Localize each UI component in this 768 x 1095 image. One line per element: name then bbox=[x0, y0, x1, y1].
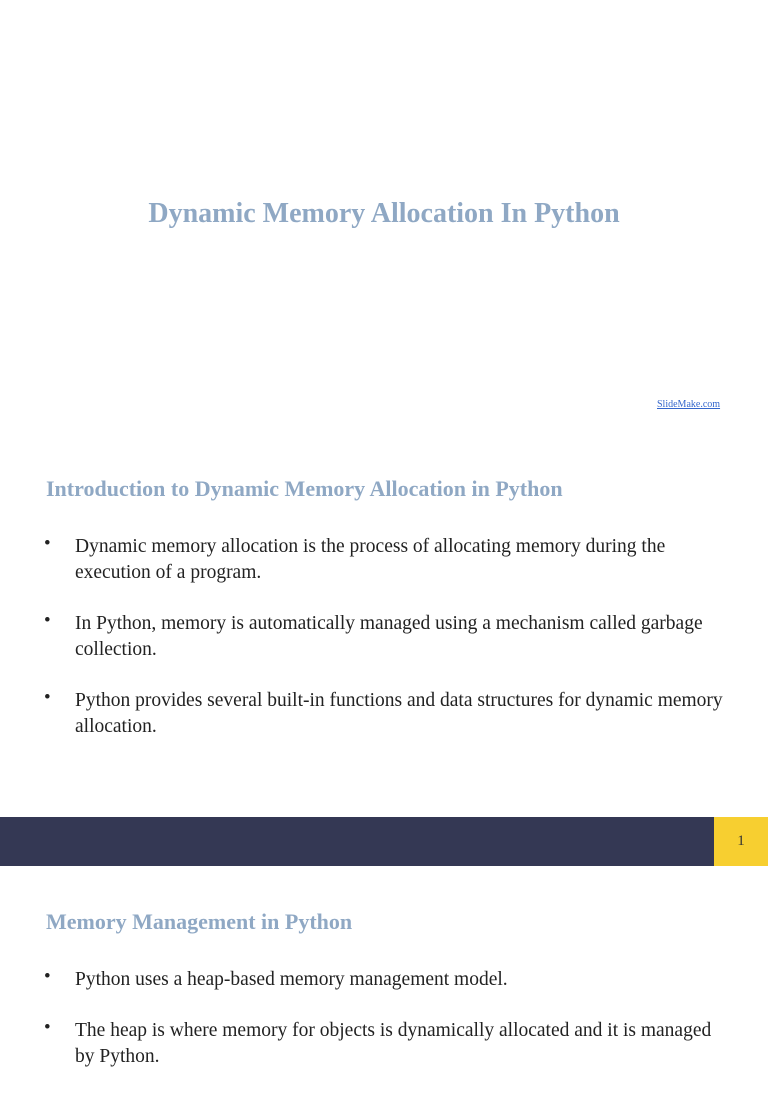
bullet-text: Python provides several built-in functions and data structures for dynamic memory allocation. bbox=[75, 690, 723, 737]
footer-band bbox=[0, 817, 714, 866]
list-item bbox=[44, 611, 724, 663]
bullet-icon: • bbox=[44, 610, 51, 631]
list-item bbox=[44, 688, 724, 740]
bullet-icon: • bbox=[44, 1017, 51, 1038]
bullet-text: The heap is where memory for objects is dynamically allocated and it is managed by Python. bbox=[75, 1020, 712, 1067]
page-number-badge bbox=[714, 817, 768, 866]
intro-bullet-list bbox=[44, 534, 724, 765]
intro-heading: Introduction to Dynamic Memory Allocation in Python bbox=[46, 476, 563, 501]
memory-bullet-list bbox=[44, 967, 724, 1095]
bullet-text: Python uses a heap-based memory management model. bbox=[75, 969, 508, 990]
list-item bbox=[44, 967, 724, 993]
bullet-icon: • bbox=[44, 687, 51, 708]
memory-management-heading: Memory Management in Python bbox=[46, 909, 353, 934]
slide-title: Dynamic Memory Allocation In Python bbox=[148, 198, 620, 229]
list-item bbox=[44, 534, 724, 586]
bullet-text: Dynamic memory allocation is the process of allocating memory during the execution of a program. bbox=[75, 536, 666, 583]
slidemake-link[interactable]: SlideMake.com bbox=[657, 399, 721, 410]
page-number: 1 bbox=[737, 833, 745, 849]
bullet-icon: • bbox=[44, 533, 51, 554]
list-item bbox=[44, 1018, 724, 1070]
bullet-text: In Python, memory is automatically managed using a mechanism called garbage collection. bbox=[75, 613, 703, 660]
bullet-icon: • bbox=[44, 966, 51, 987]
